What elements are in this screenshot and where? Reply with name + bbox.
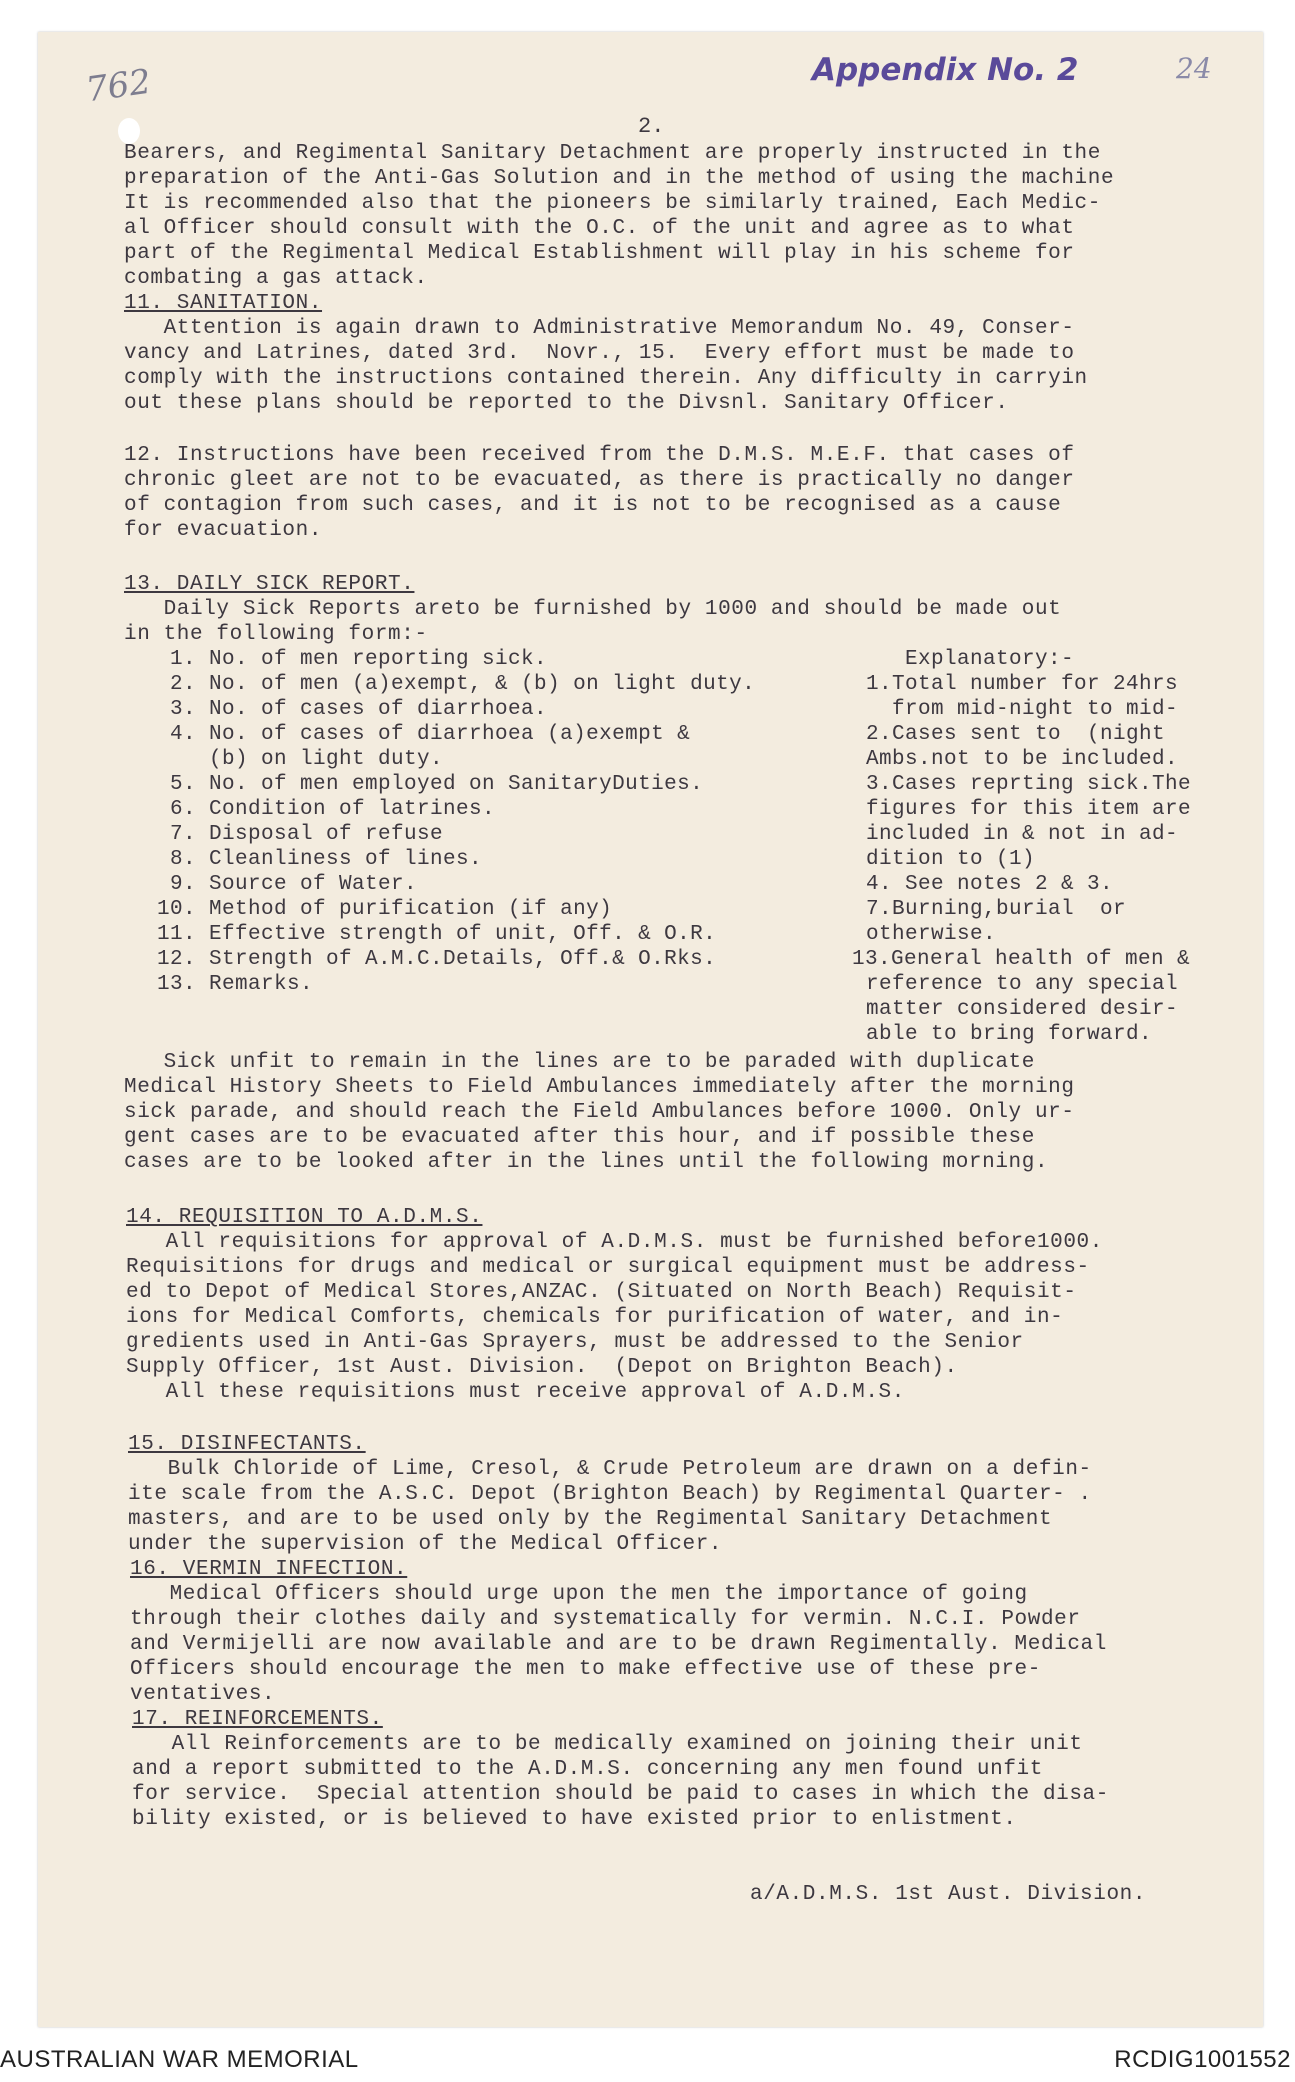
explanatory-line: Explanatory:- (866, 648, 1075, 671)
text-line: gent cases are to be evacuated after this hour, and if possible these (124, 1126, 1035, 1149)
text-line: for service. Special attention should be paid to cases in which the disa- (132, 1783, 1109, 1806)
text-line: It is recommended also that the pioneers be similarly trained, Each Medic- (124, 192, 1101, 215)
text-line: gredients used in Anti-Gas Sprayers, must be addressed to the Senior (126, 1331, 1024, 1354)
text-line: Daily Sick Reports areto be furnished by 1000 and should be made out (124, 598, 1062, 621)
form-item: 6. Condition of latrines. (144, 798, 496, 821)
text-line: of contagion from such cases, and it is not to be recognised as a cause (124, 494, 1062, 517)
text-line: All Reinforcements are to be medically examined on joining their unit (132, 1733, 1083, 1756)
form-item: (b) on light duty. (144, 748, 444, 771)
folio-number: 762 (83, 61, 154, 111)
explanatory-line: 2.Cases sent to (night (866, 723, 1166, 746)
text-line: Sick unfit to remain in the lines are to be paraded with duplicate (124, 1051, 1035, 1074)
text-line: for evacuation. (124, 519, 323, 542)
form-item: 10. Method of purification (if any) (144, 898, 613, 921)
text-line: ed to Depot of Medical Stores,ANZAC. (Situated on North Beach) Requisit- (126, 1281, 1077, 1304)
text-line: 12. Instructions have been received from the D.M.S. M.E.F. that cases of (124, 444, 1075, 467)
form-item: 3. No. of cases of diarrhoea. (144, 698, 548, 721)
section-heading: 14. REQUISITION TO A.D.M.S. (126, 1206, 483, 1229)
form-item: 11. Effective strength of unit, Off. & O.R. (144, 923, 717, 946)
footer-record-id: RCDIG1001552 (1114, 2046, 1291, 2073)
page-stamp: 24 (1176, 52, 1212, 85)
explanatory-line: 4. See notes 2 & 3. (866, 873, 1114, 896)
explanatory-line: otherwise. (866, 923, 997, 946)
form-item: 13. Remarks. (144, 973, 314, 996)
text-line: out these plans should be reported to the Divsnl. Sanitary Officer. (124, 392, 1009, 415)
form-item: 12. Strength of A.M.C.Details, Off.& O.Rks. (144, 948, 717, 971)
text-line: masters, and are to be used only by the Regimental Sanitary Detachment (128, 1508, 1053, 1531)
appendix-number: 2 (1056, 52, 1079, 88)
text-line: All these requisitions must receive approval of A.D.M.S. (126, 1381, 905, 1404)
text-line: Medical History Sheets to Field Ambulances immediately after the morning (124, 1076, 1075, 1099)
footer-archive-name: AUSTRALIAN WAR MEMORIAL (0, 2046, 359, 2073)
section-heading: 17. REINFORCEMENTS. (132, 1708, 383, 1731)
appendix-stamp (812, 52, 1078, 88)
text-line: cases are to be looked after in the lines until the following morning. (124, 1151, 1049, 1174)
text-line: Attention is again drawn to Administrative Memorandum No. 49, Conser- (124, 317, 1075, 340)
text-line: Bulk Chloride of Lime, Cresol, & Crude Petroleum are drawn on a defin- (128, 1458, 1092, 1481)
explanatory-line: able to bring forward. (866, 1023, 1153, 1046)
text-line: Bearers, and Regimental Sanitary Detachment are properly instructed in the (124, 142, 1101, 165)
text-line: and a report submitted to the A.D.M.S. concerning any men found unfit (132, 1758, 1043, 1781)
signature: a/A.D.M.S. 1st Aust. Division. (750, 1883, 1147, 1906)
text-line: bility existed, or is believed to have existed prior to enlistment. (132, 1808, 1017, 1831)
form-item: 5. No. of men employed on SanitaryDuties. (144, 773, 704, 796)
text-line: through their clothes daily and systematically for vermin. N.C.I. Powder (130, 1608, 1081, 1631)
text-line: and Vermijelli are now available and are to be drawn Regimentally. Medical (130, 1633, 1107, 1656)
text-line: Requisitions for drugs and medical or surgical equipment must be address- (126, 1256, 1090, 1279)
text-line: preparation of the Anti-Gas Solution and in the method of using the machine (124, 167, 1115, 190)
form-item: 8. Cleanliness of lines. (144, 848, 483, 871)
form-item: 2. No. of men (a)exempt, & (b) on light duty. (144, 673, 756, 696)
text-line: Medical Officers should urge upon the men the importance of going (130, 1583, 1028, 1606)
explanatory-line: 1.Total number for 24hrs (866, 673, 1179, 696)
explanatory-line: from mid-night to mid- (866, 698, 1179, 721)
appendix-label: Appendix No. (812, 52, 1047, 88)
form-item: 4. No. of cases of diarrhoea (a)exempt & (144, 723, 691, 746)
explanatory-line: 3.Cases reprting sick.The (866, 773, 1192, 796)
page-number: 2. (638, 114, 665, 139)
text-line: All requisitions for approval of A.D.M.S. must be furnished before1000. (126, 1231, 1103, 1254)
form-item: 7. Disposal of refuse (144, 823, 444, 846)
explanatory-line: figures for this item are (866, 798, 1192, 821)
text-line: Officers should encourage the men to make effective use of these pre- (130, 1658, 1041, 1681)
explanatory-line: included in & not in ad- (866, 823, 1179, 846)
text-line: comply with the instructions contained therein. Any difficulty in carryin (124, 367, 1088, 390)
text-line: chronic gleet are not to be evacuated, as there is practically no danger (124, 469, 1075, 492)
section-heading: 11. SANITATION. (124, 292, 323, 315)
form-item: 9. Source of Water. (144, 873, 418, 896)
text-line: al Officer should consult with the O.C. of the unit and agree as to what (124, 217, 1075, 240)
text-line: sick parade, and should reach the Field Ambulances before 1000. Only ur- (124, 1101, 1075, 1124)
text-line: Supply Officer, 1st Aust. Division. (Depot on Brighton Beach). (126, 1356, 958, 1379)
explanatory-line: matter considered desir- (866, 998, 1179, 1021)
text-line: ions for Medical Comforts, chemicals for purification of water, and in- (126, 1306, 1064, 1329)
explanatory-line: dition to (1) (866, 848, 1036, 871)
text-line: under the supervision of the Medical Officer. (128, 1533, 723, 1556)
explanatory-line: reference to any special (866, 973, 1179, 996)
text-line: ventatives. (130, 1683, 276, 1706)
text-line: part of the Regimental Medical Establishment will play in his scheme for (124, 242, 1075, 265)
form-item: 1. No. of men reporting sick. (144, 648, 548, 671)
text-line: ite scale from the A.S.C. Depot (Brighton Beach) by Regimental Quarter- . (128, 1483, 1092, 1506)
section-heading: 16. VERMIN INFECTION. (130, 1558, 408, 1581)
explanatory-line: 13.General health of men & (852, 948, 1191, 971)
text-line: in the following form:- (124, 623, 428, 646)
text-line: combating a gas attack. (124, 267, 428, 290)
explanatory-line: 7.Burning,burial or (866, 898, 1127, 921)
section-heading: 13. DAILY SICK REPORT. (124, 573, 415, 596)
text-line: vancy and Latrines, dated 3rd. Novr., 15. Every effort must be made to (124, 342, 1075, 365)
explanatory-line: Ambs.not to be included. (866, 748, 1179, 771)
section-heading: 15. DISINFECTANTS. (128, 1433, 366, 1456)
